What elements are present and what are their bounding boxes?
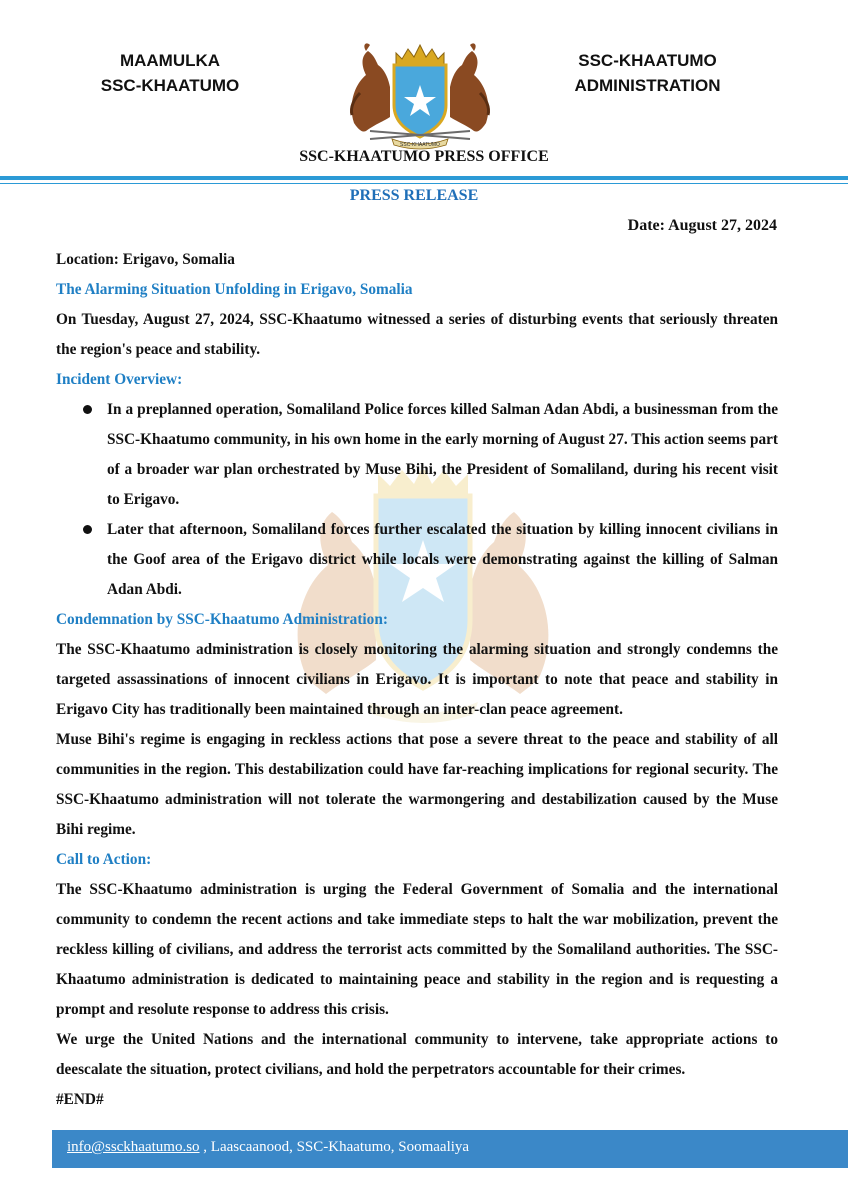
- incident-heading: Incident Overview:: [56, 371, 183, 388]
- end-marker: #END#: [56, 1091, 104, 1108]
- header-left-line2: SSC-KHAATUMO: [100, 76, 240, 95]
- footer-email-link[interactable]: info@ssckhaatumo.so: [67, 1139, 200, 1155]
- location-line: Location: Erigavo, Somalia: [56, 251, 235, 268]
- call-to-action-paragraph: The SSC-Khaatumo administration is urging the Federal Government of Somalia and the international community to condemn the recent actions and take immediate steps to halt the war mobilization, prevent the reckless killing of civilians, and address the terrorist acts committed by the Somaliland authorities. The SSC-Khaatumo administration is dedicated to maintaining peace and stability in the region and is requesting a prompt and resolute response to address this crisis.: [56, 881, 778, 1018]
- release-date: Date: August 27, 2024: [627, 217, 777, 234]
- incident-list: [56, 395, 778, 605]
- footer-bar: [52, 1130, 848, 1168]
- incident-bullet-text: In a preplanned operation, Somaliland Police forces killed Salman Adan Abdi, a businessman from the SSC-Khaatumo community, in his own home in the early morning of August 27. This action seems part of a broader war plan orchestrated by Muse Bihi, the President of Somaliland, during his recent visit to Erigavo.: [107, 401, 778, 508]
- incident-bullet-text: Later that afternoon, Somaliland forces further escalated the situation by killing innocent civilians in the Goof area of the Erigavo district while locals were demonstrating against the killing of Salman Adan Abdi.: [107, 521, 778, 598]
- header-left: [80, 48, 260, 98]
- header-right-line2: ADMINISTRATION: [574, 76, 721, 95]
- call-to-action-heading: Call to Action:: [56, 851, 152, 868]
- header-right: [555, 48, 740, 98]
- header-right-line1: SSC-KHAATUMO: [578, 51, 717, 70]
- release-title: The Alarming Situation Unfolding in Erigavo, Somalia: [56, 281, 413, 298]
- bullet-icon: [83, 525, 92, 534]
- bullet-icon: [83, 405, 92, 414]
- intro-paragraph: On Tuesday, August 27, 2024, SSC-Khaatumo witnessed a series of disturbing events that seriously threaten the region's peace and stability.: [56, 311, 778, 358]
- header-divider-thin: [0, 183, 848, 184]
- header-divider: [0, 176, 848, 180]
- emblem-ribbon-text: SSC-KHAATUMO: [400, 142, 440, 148]
- condemnation-paragraph: Muse Bihi's regime is engaging in reckless actions that pose a severe threat to the peace and stability of all communities in the region. This destabilization could have far-reaching implications for regional security. The SSC-Khaatumo administration will not tolerate the warmongering and destabilization caused by the Muse Bihi regime.: [56, 731, 778, 838]
- condemnation-heading: Condemnation by SSC-Khaatumo Administration:: [56, 611, 388, 628]
- coat-of-arms-emblem: [340, 35, 500, 150]
- list-item: [56, 515, 778, 605]
- press-release-label: PRESS RELEASE: [349, 187, 479, 204]
- call-to-action-paragraph: We urge the United Nations and the international community to intervene, take appropriate actions to deescalate the situation, protect civilians, and hold the perpetrators accountable for their crimes.: [56, 1031, 778, 1078]
- footer-address: , Laascaanood, SSC-Khaatumo, Soomaaliya: [199, 1139, 470, 1155]
- header-left-line1: MAAMULKA: [119, 51, 221, 70]
- press-office-title: SSC-KHAATUMO PRESS OFFICE: [299, 148, 549, 165]
- footer-contact: [67, 1139, 469, 1156]
- list-item: [56, 395, 778, 515]
- press-release-body: [56, 245, 778, 1115]
- condemnation-paragraph: The SSC-Khaatumo administration is closely monitoring the alarming situation and strongly condemns the targeted assassinations of innocent civilians in Erigavo. It is important to note that peace and stability in Erigavo City has traditionally been maintained through an inter-clan peace agreement.: [56, 641, 778, 718]
